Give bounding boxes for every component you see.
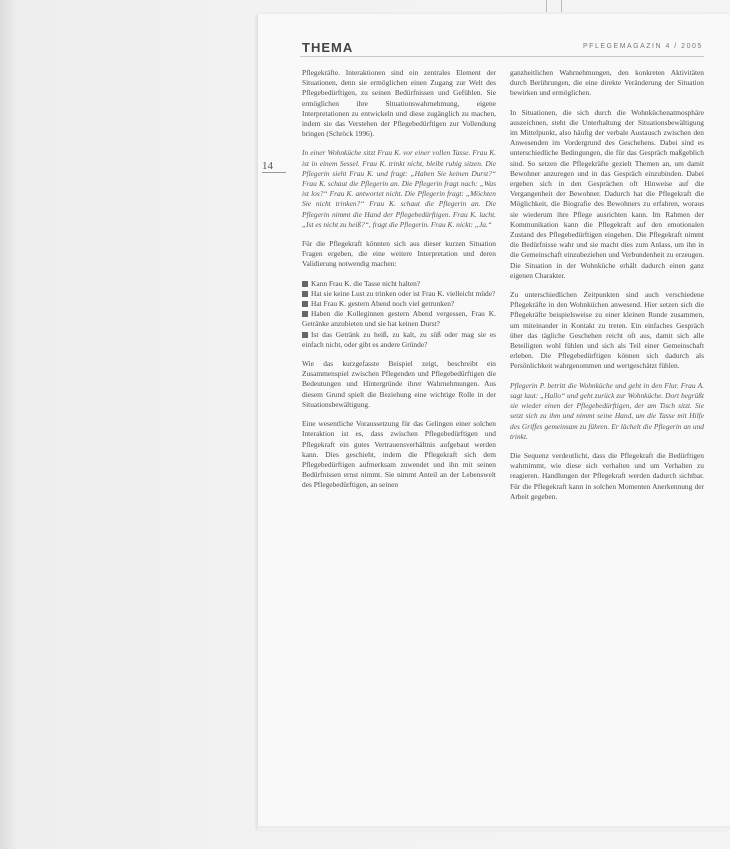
square-bullet-icon bbox=[302, 301, 308, 307]
paragraph: Für die Pflegekraft könnten sich aus dieser kurzen Situation Fragen ergeben, die eine weitere Interpretation und deren Validierung notwendig machen: bbox=[302, 239, 496, 269]
paragraph: Die Sequenz verdeutlicht, dass die Pflegekraft die Bedürftigen wahrnimmt, wie diese sich verhalten und um Verhalten zu reagieren. Handlungen der Pflegekraft werden dadurch sichtbar. Für die Pflegekraft kann in solchen Momenten Anerkennung der Arbeit gegeben. bbox=[510, 450, 704, 501]
page-bottom-edge bbox=[258, 826, 730, 830]
paragraph: Eine wesentliche Voraussetzung für das Gelingen einer solchen Interaktion ist es, dass zwischen Pflegebedürftigen und Pflegekraft ein gutes Vertrauensverhältnis aufgebaut werden kann. Dies geschieht, indem die Pflegekraft sich dem Pflegebedürftigen aufmerksam zuwendet und ihn mit seinen Bedürfnissen ernst nimmt. Sie nimmt Anteil an der Lebenswelt des Pflegebedürftigen, an seinen bbox=[302, 419, 496, 490]
left-column bbox=[302, 68, 496, 500]
list-item bbox=[302, 299, 496, 309]
paragraph: Zu unterschiedlichen Zeitpunkten sind auch verschiedene Pflegekräfte in den Wohnküchen anwesend. Hier setzen sich die Pflegekräfte beispielsweise zu einer kleinen Runde zusammen, um miteinander in Kontakt zu treten. Ein einfaches Gespräch über das tägliche Geschehen reicht oft aus, damit sich alle Beteiligten wohl fühlen und sich als Teil einer Gemeinschaft erleben. Die Pflegebedürftigen können sich dadurch als Persönlichkeit wahrgenommen und wertgeschätzt fühlen. bbox=[510, 290, 704, 371]
margin-marker: 14 bbox=[262, 160, 273, 172]
list-item-text: Hat sie keine Lust zu trinken oder ist Frau K. vielleicht müde? bbox=[311, 288, 496, 298]
right-column bbox=[510, 68, 704, 511]
case-example: In einer Wohnküche sitzt Frau K. vor einer vollen Tasse. Frau K. ist in einem Sessel. Frau K. trinkt nicht, bleibt ruhig sitzen. Die Pflegerin sieht Frau K. und fragt: „Haben Sie keinen Durst?“ Frau K. schaut die Pflegerin an. Die Pflegerin fragt nach: „Was ist los?“ Frau K. antwortet nicht. Die Pflegerin fragt: „Möchten Sie nicht trinken?“ Frau K. schaut die Pflegerin an. Die Pflegerin nimmt die Hand der Pflegebedürftigen. Frau K. lacht. „Ist es nicht zu heiß?“, fragt die Pflegerin. Frau K. nickt: „Ja.“ bbox=[302, 148, 496, 229]
square-bullet-icon bbox=[302, 291, 308, 297]
square-bullet-icon bbox=[302, 311, 308, 317]
list-item-text: Haben die Kolleginnen gestern Abend vergessen, Frau K. Getränke anzubieten und sie hat keinen Durst? bbox=[302, 309, 496, 329]
list-item bbox=[302, 289, 496, 299]
paragraph: In Situationen, die sich durch die Wohnküchenatmosphäre auszeichnen, steht die Unterhaltung der Situationsbewältigung im Mittelpunkt, also häufig der verbale Austausch zwischen den Anwesenden im Vordergrund des Geschehens. Dabei sind es unterschiedliche Bedingungen, die für das Gespräch maßgeblich sind. So setzen die Pflegekräfte gezielt Themen an, um damit Bewohner anzuregen und in das Gespräch einzubinden. Dabei ergeben sich in den Gesprächen oft Hinweise auf die Vergangenheit der Bewohner. Dadurch hat die Pflegekraft die Möglichkeit, die Biografie des Bewohners zu erfahren, woraus sie wiederum ihre Pflege ausrichten kann. Im Rahmen der Kommunikation kann die Pflegekraft auf den emotionalen Zustand des Pflegebedürftigen eingehen. Die Pflegekraft nimmt die Bedürfnisse wahr und sie macht dies zum Anlass, um ihn in die Gemeinschaft einzubeziehen und Verbundenheit zu erzeugen. Die Situation in der Wohnküche erhält dadurch einen ganz eigenen Charakter. bbox=[510, 107, 704, 280]
scan-edge-mark bbox=[546, 0, 562, 12]
case-example: Pflegerin P. betritt die Wohnküche und geht in den Flur. Frau A. sagt laut: „Hallo“ und geht zurück zur Wohnküche. Dort begrüßt sie wieder einen der Pflegebedürftigen, der am Tisch sitzt. Sie setzt sich zu ihm und nimmt seine Hand, um die Tasse mit Hilfe des Griffes gemeinsam zu führen. Er lächelt die Pflegerin an und trinkt. bbox=[510, 380, 704, 441]
paragraph: Pflegekräfte. Interaktionen sind ein zentrales Element der Situationen, denn sie ermöglichen einen Zugang zur Welt des Pflegebedürftigen, zu seinen Bedürfnissen und Gefühlen. Sie ermöglichen ihre Situationswahrnehmung, eigene Interpretationen zu entwickeln und diese zugänglich zu machen, indem sie das Verstehen der Pflegebedürftigen zur Vollendung bringen (Schröck 1996). bbox=[302, 68, 496, 139]
paragraph: ganzheitlichen Wahrnehmungen, den konkreten Aktivitäten durch Berührungen, die eine direkte Veränderung der Situation bewirken und ermöglichen. bbox=[510, 68, 704, 98]
square-bullet-icon bbox=[302, 332, 308, 338]
list-item-text: Ist das Getränk zu heiß, zu kalt, zu süß oder mag sie es einfach nicht, oder gibt es andere Gründe? bbox=[302, 329, 496, 349]
paragraph: Wie das kurzgefasste Beispiel zeigt, beschreibt ein Zusammenspiel zwischen Pflegenden und Pflegebedürftigen die Bedeutungen und Hintergründe ihrer Wahrnehmungen. Aus diesem Grund spielt die Beziehung eine wichtige Rolle in der Situationsbewältigung. bbox=[302, 359, 496, 409]
header-rule bbox=[300, 56, 704, 57]
list-item bbox=[302, 330, 496, 350]
question-list bbox=[302, 279, 496, 350]
margin-marker-line bbox=[262, 172, 286, 173]
list-item bbox=[302, 309, 496, 329]
list-item-text: Kann Frau K. die Tasse nicht halten? bbox=[311, 278, 421, 288]
list-item bbox=[302, 279, 496, 289]
running-head: PFLEGEMAGAZIN 4 / 2005 bbox=[583, 43, 703, 50]
list-item-text: Hat Frau K. gestern Abend noch viel getrunken? bbox=[311, 299, 455, 309]
section-title: THEMA bbox=[302, 40, 354, 55]
square-bullet-icon bbox=[302, 281, 308, 287]
